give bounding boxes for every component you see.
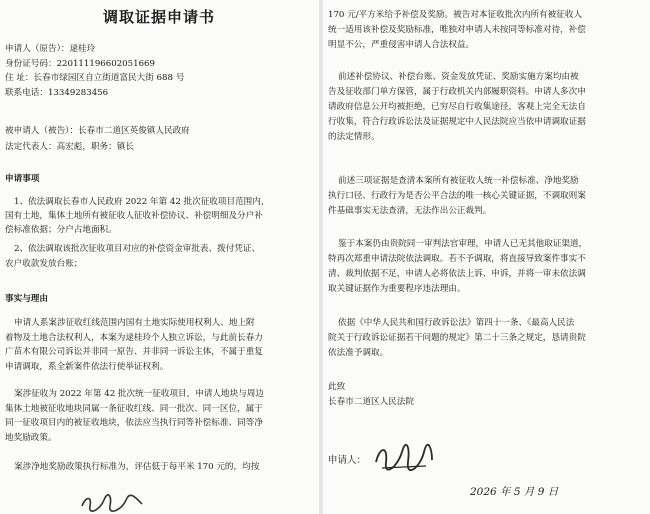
- document-page-left: [0, 0, 318, 514]
- para-line: 院关于行政诉讼证据若干问题的规定》第二十三条之规定，恳请贵院: [328, 333, 586, 343]
- handwritten-signature: [78, 492, 148, 514]
- applicant-address: 住 址：长春市绿园区自立街道富民大街 688 号: [5, 73, 185, 83]
- para-line: 的法定情形。: [328, 132, 380, 142]
- facts-line: 申请人系案涉征收红线范围内国有土地实际使用权利人、地上附: [14, 318, 255, 328]
- facts-line: 集体土地被征收地块同属一条征收红线、同一批次、同一区位，属于: [5, 404, 263, 414]
- facts-line: 地奖励政策。: [5, 433, 57, 443]
- document-page-right: [324, 0, 650, 514]
- para-line: 请政府信息公开均被拒绝，已穷尽自行收集途径，客观上完全无法自: [328, 102, 586, 112]
- para-line: 执行口径、行政行为是否公平合法的唯一核心关键证据，不调取则案: [328, 191, 586, 201]
- facts-line: 案涉净地奖励政策执行标准为，评估低于每平米 170 元的，均按: [14, 462, 260, 472]
- requests-heading: 申请事项: [5, 174, 40, 184]
- applicant-phone: 联系电话：13349283456: [5, 88, 109, 98]
- para-line: 告及征收部门单方保管，属于行政机关内部履职资料。申请人多次申: [328, 87, 586, 97]
- request-line: 偿标准依据；分户占地面积。: [5, 225, 117, 235]
- facts-line: 案涉征收为 2022 年第 42 批次统一征收项目，申请人地块与周边: [14, 389, 264, 399]
- applicant-name: 申请人（原告）：逯桂玲: [5, 44, 96, 54]
- facts-line: 着物及土地合法权利人，本案为逯桂玲个人独立诉讼，与此前长春力: [5, 333, 263, 343]
- facts-heading: 事实与理由: [5, 294, 48, 304]
- para-line: 行收集，符合行政诉讼法及证据规定中人民法院应当依申请调取证据: [328, 117, 586, 127]
- applicant-label: 申请人：: [328, 455, 367, 466]
- para-line: 清、裁判依据不足，申请人必将依法上诉、申诉，并将一审未依法调: [328, 269, 586, 279]
- para-line: 统一适用该补偿及奖励标准，唯独对申请人未按同等标准对待，补偿: [328, 25, 586, 35]
- para-line: 取关键证据作为重要程序违法理由。: [328, 284, 466, 294]
- para-line: 170 元/平方米给予补偿及奖励。被告对本征收批次内所有被征收人: [328, 10, 583, 20]
- para-line: 鉴于本案仍由贵院同一审判法官审理，申请人已无其他取证渠道，: [338, 239, 588, 249]
- para-line: 明显不公，严重侵害申请人合法权益。: [328, 40, 475, 50]
- para-line: 前述补偿协议、补偿台账、资金发放凭证、奖励实施方案均由被: [338, 72, 579, 82]
- court-name: 长春市二道区人民法院: [328, 397, 414, 407]
- para-line: 前述三项证据是查清本案所有被征收人统一补偿标准、净地奖励: [338, 176, 579, 186]
- request-line: 农户收款发放台账；: [5, 259, 83, 269]
- request-line: 1、依法调取长春市人民政府 2022 年第 42 批次征收项目范围内，: [14, 197, 270, 207]
- request-line: 国有土地，集体土地所有被征收人征收补偿协议、补偿明细及分户补: [5, 211, 263, 221]
- request-line: 2、依法调取该批次征收项目对应的补偿资金审批表、拨付凭证、: [14, 244, 261, 254]
- applicant-id: 身份证号码：220111196602051669: [5, 59, 155, 69]
- signing-date: 2026 年 5 月 9 日: [470, 486, 559, 498]
- respondent-representative: 法定代表人：高宏彪，职务：镇长: [5, 142, 134, 152]
- para-line: 特再次郑重申请法院依法调取。若不予调取，将直接导致案件事实不: [328, 254, 586, 264]
- para-line: 件基础事实无法查清，无法作出公正裁判。: [328, 206, 492, 216]
- handwritten-signature: [372, 440, 436, 474]
- facts-line: 同一征收项目内的被征收地块，依法应当执行同等补偿标准、同等净: [5, 418, 263, 428]
- para-line: 依法准予调取。: [328, 348, 389, 358]
- para-line: 依据《中华人民共和国行政诉讼法》第四十一条、《最高人民法: [338, 318, 575, 328]
- closing-salutation: 此致: [328, 382, 346, 392]
- facts-line: 申请调取，系全新案件依法行使举证权利。: [5, 362, 169, 372]
- facts-line: 广苗木有限公司诉讼并非同一原告、并非同一诉讼主体，不属于重复: [5, 347, 263, 357]
- respondent-name: 被申请人（被告）：长春市二道区英俊镇人民政府: [5, 126, 190, 136]
- page-divider: [319, 0, 323, 514]
- document-title: 调取证据申请书: [102, 8, 215, 26]
